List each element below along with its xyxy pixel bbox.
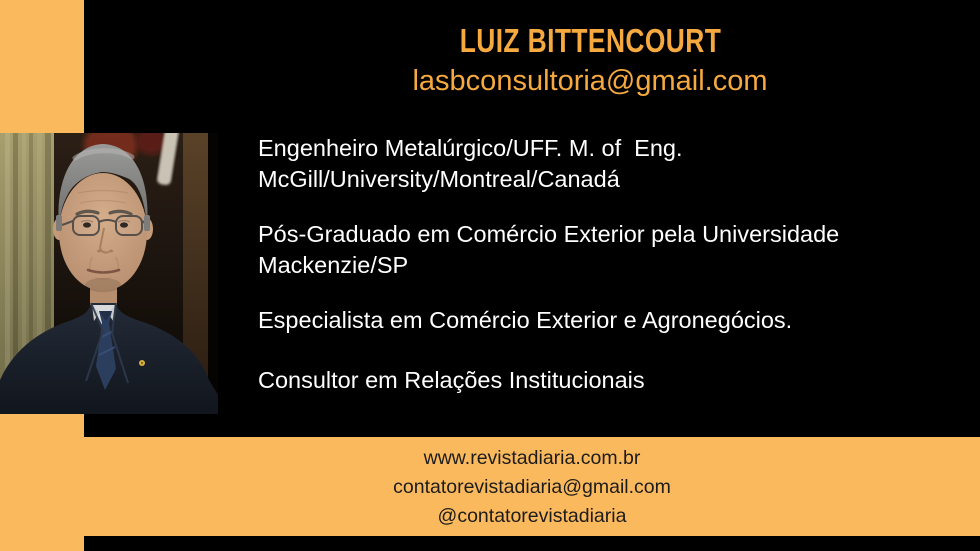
footer-website: www.revistadiaria.com.br xyxy=(423,447,641,469)
portrait-photo xyxy=(0,133,218,414)
bio-line: McGill/University/Montreal/Canadá xyxy=(258,166,620,192)
bio-section xyxy=(258,133,918,420)
left-sideburn xyxy=(56,215,62,231)
footer-contact xyxy=(84,444,980,531)
bio-line: Mackenzie/SP xyxy=(258,252,409,278)
bio-line: Consultor em Relações Institucionais xyxy=(258,367,645,393)
portrait-illustration xyxy=(0,133,218,414)
bio-line: Especialista em Comércio Exterior e Agronegócios. xyxy=(258,307,793,333)
right-sideburn xyxy=(144,215,150,231)
bio-paragraph-postgrad xyxy=(258,219,918,281)
bio-line: Engenheiro Metalúrgico/UFF. M. of Eng. xyxy=(258,135,683,161)
bio-paragraph-consultant xyxy=(258,365,918,396)
bio-paragraph-specialist xyxy=(258,305,918,336)
right-dark-edge xyxy=(208,133,218,414)
footer-email: contatorevistadiaria@gmail.com xyxy=(393,476,671,498)
nostril xyxy=(109,250,113,253)
footer-social-handle: @contatorevistadiaria xyxy=(437,505,627,527)
nostril xyxy=(97,250,101,253)
lapel-pin-center xyxy=(141,362,143,364)
bio-line: Pós-Graduado em Comércio Exterior pela Universidade xyxy=(258,221,840,247)
personal-email: lasbconsultoria@gmail.com xyxy=(412,65,768,97)
chin-shadow xyxy=(85,278,121,292)
header xyxy=(200,22,980,98)
person-name xyxy=(200,22,980,60)
person-name-text: LUIZ BITTENCOURT xyxy=(459,22,721,59)
bio-paragraph-education xyxy=(258,133,918,195)
